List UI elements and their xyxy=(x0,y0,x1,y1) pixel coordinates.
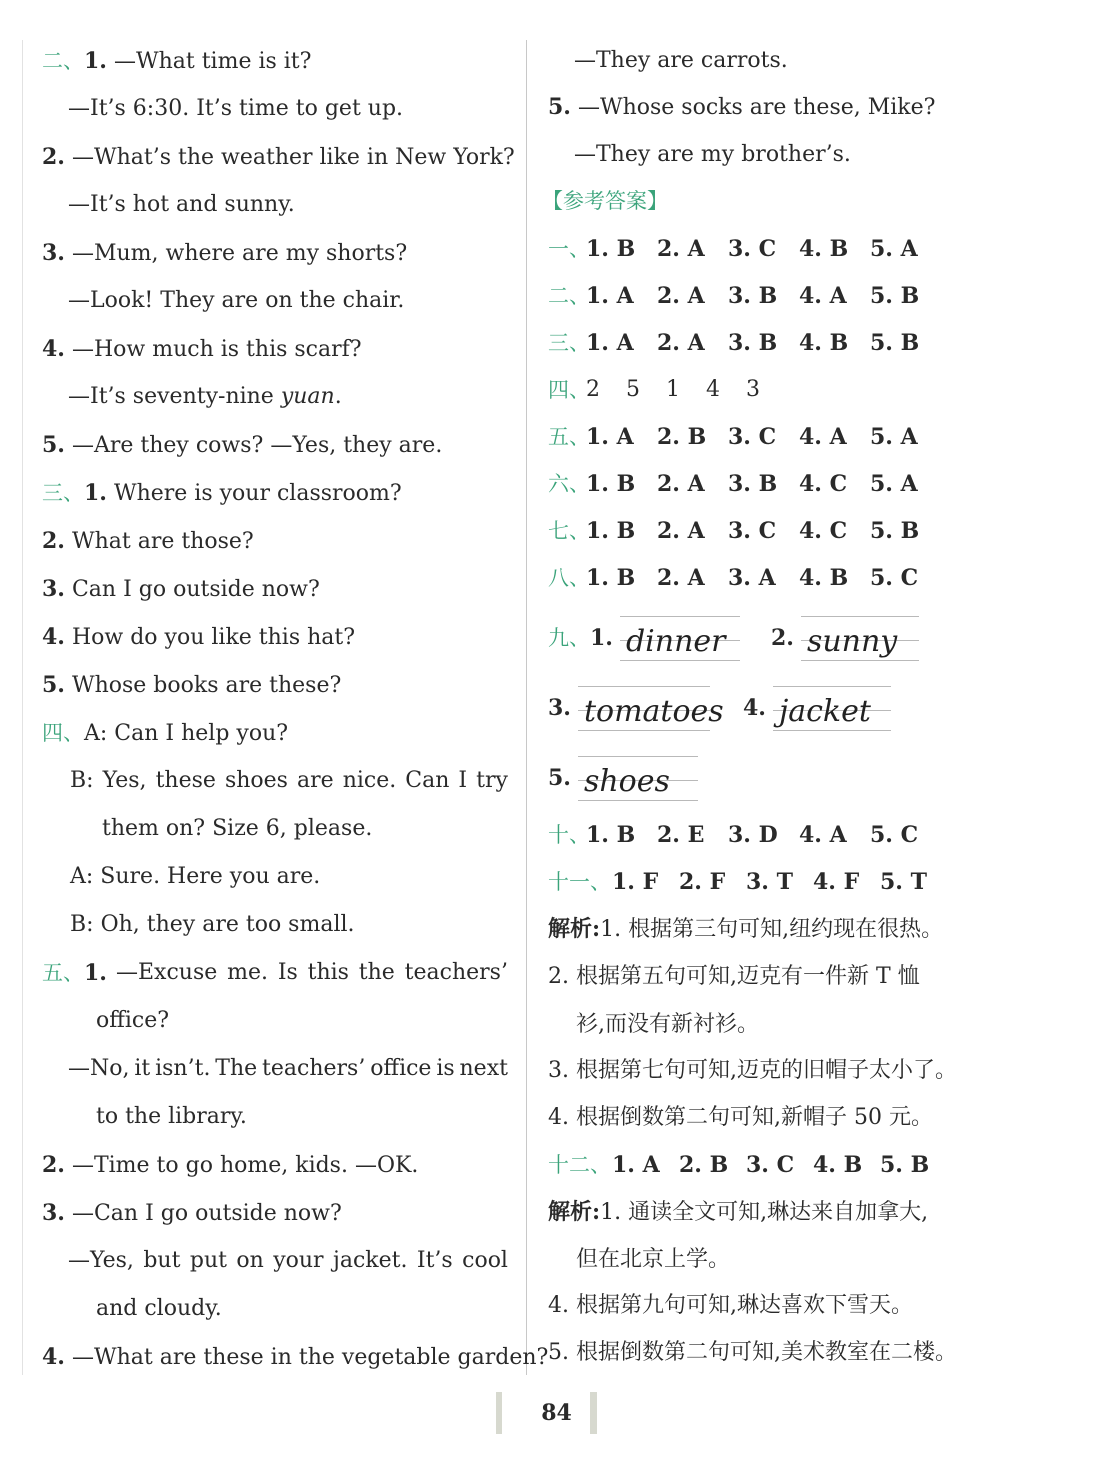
answer-item: 2. F xyxy=(679,869,726,895)
section-label: 十、 xyxy=(548,823,590,847)
item-number: 1. xyxy=(590,625,613,651)
line-text: What are those? xyxy=(71,529,254,554)
item-number: 3. xyxy=(548,695,571,721)
section-label: 二、 xyxy=(42,49,84,73)
answer-item: 3. B xyxy=(728,283,778,309)
word: your xyxy=(273,1248,324,1273)
line-text: How do you like this hat? xyxy=(71,625,356,650)
item-number: 2. xyxy=(42,144,65,170)
line-text: —Time to go home, kids. —OK. xyxy=(71,1153,419,1178)
answer-item: 1 xyxy=(666,377,680,402)
answer-item: 4. B xyxy=(799,236,849,262)
handwriting-box xyxy=(578,684,724,734)
answer-item: 5 xyxy=(626,377,640,402)
item-number: 5. xyxy=(548,765,571,791)
word: put xyxy=(189,1248,227,1273)
s2-q2-line-b: —It’s hot and sunny. xyxy=(68,192,295,217)
answer-item: 1. A xyxy=(586,424,634,450)
item-number: 5. xyxy=(42,432,65,458)
reference-answers-title: 【参考答案】 xyxy=(542,189,668,213)
section-label: 十二、 xyxy=(548,1153,611,1177)
answer-item: 2. A xyxy=(657,236,705,262)
analysis-1-line-2: 2. 根据第五句可知,迈克有一件新 T 恤 xyxy=(548,964,920,989)
line-text: Can I go outside now? xyxy=(71,577,320,602)
line-text: . xyxy=(334,384,342,409)
item-number: 4. xyxy=(42,1344,65,1370)
answer-item: 2. E xyxy=(657,822,705,848)
handwritten-answer: shoes xyxy=(583,764,670,799)
s3-q1-line xyxy=(42,478,402,508)
word: shoes xyxy=(224,768,288,793)
word: Is xyxy=(277,960,298,985)
word: cool xyxy=(462,1248,508,1273)
answer-item: 1. B xyxy=(586,518,636,544)
item-number: 4. xyxy=(42,624,65,650)
analysis-2-line-2: 但在北京上学。 xyxy=(576,1247,731,1272)
page-edge-line xyxy=(22,40,23,1375)
s2-q1-line-b: —It’s 6:30. It’s time to get up. xyxy=(68,96,404,121)
answer-row-3 xyxy=(548,328,941,358)
handwritten-answer: jacket xyxy=(778,694,871,729)
s2-q1-line-a xyxy=(42,46,311,76)
word: jacket. xyxy=(333,1248,408,1273)
word: isn’t. xyxy=(155,1056,211,1081)
s2-q4-line-a xyxy=(42,334,362,364)
word: —Yes, xyxy=(68,1248,134,1273)
answer-item: 4 xyxy=(706,377,720,402)
line-text: A: Can I help you? xyxy=(84,721,289,746)
line-text: —How much is this scarf? xyxy=(71,337,362,362)
answer-item: 2. B xyxy=(679,1152,729,1178)
s3-q3-line xyxy=(42,574,320,604)
answer-item: 3. C xyxy=(746,1152,795,1178)
analysis-1-line-5: 4. 根据倒数第二句可知,新帽子 50 元。 xyxy=(548,1105,933,1130)
word: are xyxy=(297,768,334,793)
word: it xyxy=(134,1056,151,1081)
line-text: —Can I go outside now? xyxy=(71,1201,342,1226)
s3-q5-line xyxy=(42,670,341,700)
answer-item: 4. C xyxy=(799,518,848,544)
item-number: 5. xyxy=(548,94,571,120)
handwriting-box xyxy=(801,614,919,664)
answer-item: 1. B xyxy=(586,471,636,497)
answer-item: 1. B xyxy=(586,236,636,262)
answer-item: 1. B xyxy=(586,822,636,848)
s4-line-2 xyxy=(70,766,508,796)
word: Yes, xyxy=(102,768,147,793)
s2-q3-line-b: —Look! They are on the chair. xyxy=(68,288,405,313)
word: but xyxy=(143,1248,181,1273)
handwriting-box xyxy=(773,684,891,734)
item-number: 1. xyxy=(84,960,107,986)
word: —No, xyxy=(68,1056,130,1081)
answer-item: 3. B xyxy=(728,330,778,356)
answer-item: 3. C xyxy=(728,236,777,262)
line-text: —Whose socks are these, Mike? xyxy=(577,95,936,120)
item-number: 2. xyxy=(770,625,794,651)
item-number: 2. xyxy=(42,528,65,554)
word: next xyxy=(459,1056,508,1081)
answer-row-6 xyxy=(548,469,941,499)
answer-item: 3. T xyxy=(746,869,793,895)
section-label: 十一、 xyxy=(548,870,611,894)
answer-row-8 xyxy=(548,563,941,593)
answer-item: 1. A xyxy=(612,1152,660,1178)
word: The xyxy=(215,1056,258,1081)
analysis-label: 解析: xyxy=(548,1199,601,1225)
s4-line-1 xyxy=(42,718,288,748)
section-label: 四、 xyxy=(42,721,84,745)
item-number: 1. xyxy=(84,480,107,506)
word: try xyxy=(476,768,508,793)
analysis-label: 解析: xyxy=(548,916,601,942)
word: office xyxy=(370,1056,432,1081)
answer-item: 5. C xyxy=(870,565,919,591)
line-text: 1. 根据第三句可知,纽约现在很热。 xyxy=(600,917,944,942)
s5-q1-line-b2: to the library. xyxy=(96,1104,247,1129)
line-text: Whose books are these? xyxy=(71,673,342,698)
section-label: 八、 xyxy=(548,566,590,590)
word: the xyxy=(358,960,395,985)
handwriting-box xyxy=(620,614,740,664)
answer-item: 3. D xyxy=(728,822,778,848)
section-label: 五、 xyxy=(42,961,84,985)
analysis-1-line-3: 衫,而没有新衬衫。 xyxy=(576,1012,759,1037)
answer-item: 1. A xyxy=(586,330,634,356)
answer-item: 2. A xyxy=(657,330,705,356)
answer-item: 1. B xyxy=(586,565,636,591)
analysis-2-line-1 xyxy=(548,1197,928,1227)
answer-item: 5. T xyxy=(880,869,927,895)
word: It’s xyxy=(416,1248,453,1273)
section-label: 六、 xyxy=(548,472,590,496)
answer-item: 4. A xyxy=(799,283,847,309)
s3-q4-line xyxy=(42,622,355,652)
column-divider xyxy=(526,40,527,1375)
word: nice. xyxy=(342,768,397,793)
section-label: 七、 xyxy=(548,519,590,543)
word: I xyxy=(458,768,468,793)
answer-row-10 xyxy=(548,820,941,850)
s5-q1-line-b xyxy=(68,1054,508,1084)
s3-q2-line xyxy=(42,526,254,556)
item-number: 1. xyxy=(84,48,107,74)
word: teachers’ xyxy=(404,960,508,985)
section-label: 二、 xyxy=(548,284,590,308)
line-text: Where is your classroom? xyxy=(113,481,402,506)
s2-q5-line xyxy=(42,430,442,460)
answer-item: 3 xyxy=(746,377,760,402)
answer-item: 3. A xyxy=(728,565,776,591)
word: on xyxy=(236,1248,264,1273)
handwriting-box xyxy=(578,754,698,804)
answer-item: 2. B xyxy=(657,424,707,450)
handwritten-answer: sunny xyxy=(806,624,898,659)
line-text: —What time is it? xyxy=(113,49,312,74)
answer-item: 3. B xyxy=(728,471,778,497)
word: these xyxy=(155,768,216,793)
answer-item: 5. B xyxy=(870,283,920,309)
s5-q1-line-a xyxy=(42,958,508,988)
analysis-1-line-1 xyxy=(548,914,943,944)
answer-item: 5. C xyxy=(870,822,919,848)
item-number: 4. xyxy=(42,336,65,362)
word: is xyxy=(436,1056,455,1081)
item-number: 4. xyxy=(742,695,766,721)
s4-line-3: them on? Size 6, please. xyxy=(102,816,373,841)
answer-row-4 xyxy=(548,375,786,405)
s2-q4-line-b xyxy=(42,382,342,412)
answer-row-7 xyxy=(548,516,941,546)
word: Can xyxy=(405,768,450,793)
answer-item: 2. A xyxy=(657,471,705,497)
answer-item: 4. B xyxy=(813,1152,863,1178)
item-number: 2. xyxy=(42,1152,65,1178)
s9-row-3 xyxy=(548,752,698,804)
word: B: xyxy=(70,768,94,793)
s4-line-4: A: Sure. Here you are. xyxy=(70,864,321,889)
item-number: 3. xyxy=(42,1200,65,1226)
answer-item: 2 xyxy=(586,377,600,402)
line-text: —It’s seventy-nine xyxy=(68,384,281,409)
cont-line: —They are carrots. xyxy=(574,48,788,73)
answer-item: 5. B xyxy=(870,330,920,356)
line-text: —Mum, where are my shorts? xyxy=(71,241,408,266)
answer-item: 1. A xyxy=(586,283,634,309)
answer-item: 4. B xyxy=(799,565,849,591)
s5-q4-line xyxy=(42,1342,548,1372)
answer-item: 4. B xyxy=(799,330,849,356)
answer-item: 2. A xyxy=(657,283,705,309)
answer-row-5 xyxy=(548,422,941,452)
section-label: 三、 xyxy=(548,331,590,355)
s2-q2-line-a xyxy=(42,142,515,172)
word: this xyxy=(307,960,349,985)
section-label: 五、 xyxy=(548,425,590,449)
answer-item: 5. B xyxy=(880,1152,930,1178)
answer-item: 5. A xyxy=(870,471,918,497)
justified-words xyxy=(116,958,508,988)
analysis-2-line-4: 5. 根据倒数第二句可知,美术教室在二楼。 xyxy=(548,1340,957,1365)
answer-item: 5. B xyxy=(870,518,920,544)
section-label: 三、 xyxy=(42,481,84,505)
line-text: —Are they cows? —Yes, they are. xyxy=(71,433,443,458)
word: me. xyxy=(227,960,268,985)
answer-item: 4. F xyxy=(813,869,860,895)
answer-item: 5. A xyxy=(870,424,918,450)
item-number: 3. xyxy=(42,240,65,266)
section-label: 九、 xyxy=(548,626,590,650)
section-label: 四、 xyxy=(548,378,590,402)
item-number: 3. xyxy=(42,576,65,602)
answer-item: 2. A xyxy=(657,518,705,544)
line-text: —What are these in the vegetable garden? xyxy=(71,1345,549,1370)
answer-item: 3. C xyxy=(728,518,777,544)
analysis-2-line-3: 4. 根据第九句可知,琳达喜欢下雪天。 xyxy=(548,1293,913,1318)
answer-row-1 xyxy=(548,234,941,264)
s5-q3-line-b xyxy=(68,1246,508,1276)
answer-row-12 xyxy=(548,1150,947,1180)
s2-q3-line-a xyxy=(42,238,407,268)
answer-item: 3. C xyxy=(728,424,777,450)
italic-word: yuan xyxy=(280,384,335,409)
answer-row-11 xyxy=(548,867,947,897)
word: —Excuse xyxy=(116,960,218,985)
s5-q3-line-a xyxy=(42,1198,342,1228)
q5-line-b: —They are my brother’s. xyxy=(574,142,851,167)
answer-item: 4. A xyxy=(799,822,847,848)
page-number: 84 xyxy=(541,1400,572,1426)
answer-item: 1. F xyxy=(612,869,659,895)
s4-line-5: B: Oh, they are too small. xyxy=(70,912,355,937)
answer-item: 2. A xyxy=(657,565,705,591)
section-label: 一、 xyxy=(548,237,590,261)
s5-q2-line xyxy=(42,1150,418,1180)
item-number: 5. xyxy=(42,672,65,698)
analysis-1-line-4: 3. 根据第七句可知,迈克的旧帽子太小了。 xyxy=(548,1058,957,1083)
s9-row-2 xyxy=(548,682,891,734)
s5-q1-line-a2: office? xyxy=(96,1008,170,1033)
answer-row-2 xyxy=(548,281,941,311)
handwritten-answer: dinner xyxy=(625,624,726,659)
s5-q3-line-b2: and cloudy. xyxy=(96,1296,222,1321)
answer-item: 5. A xyxy=(870,236,918,262)
s9-row-1 xyxy=(548,612,919,664)
handwritten-answer: tomatoes xyxy=(583,694,724,729)
answer-item: 4. C xyxy=(799,471,848,497)
answer-item: 4. A xyxy=(799,424,847,450)
line-text: —What’s the weather like in New York? xyxy=(71,145,515,170)
word: teachers’ xyxy=(262,1056,366,1081)
q5-line-a xyxy=(548,92,935,122)
line-text: 1. 通读全文可知,琳达来自加拿大, xyxy=(600,1200,929,1225)
